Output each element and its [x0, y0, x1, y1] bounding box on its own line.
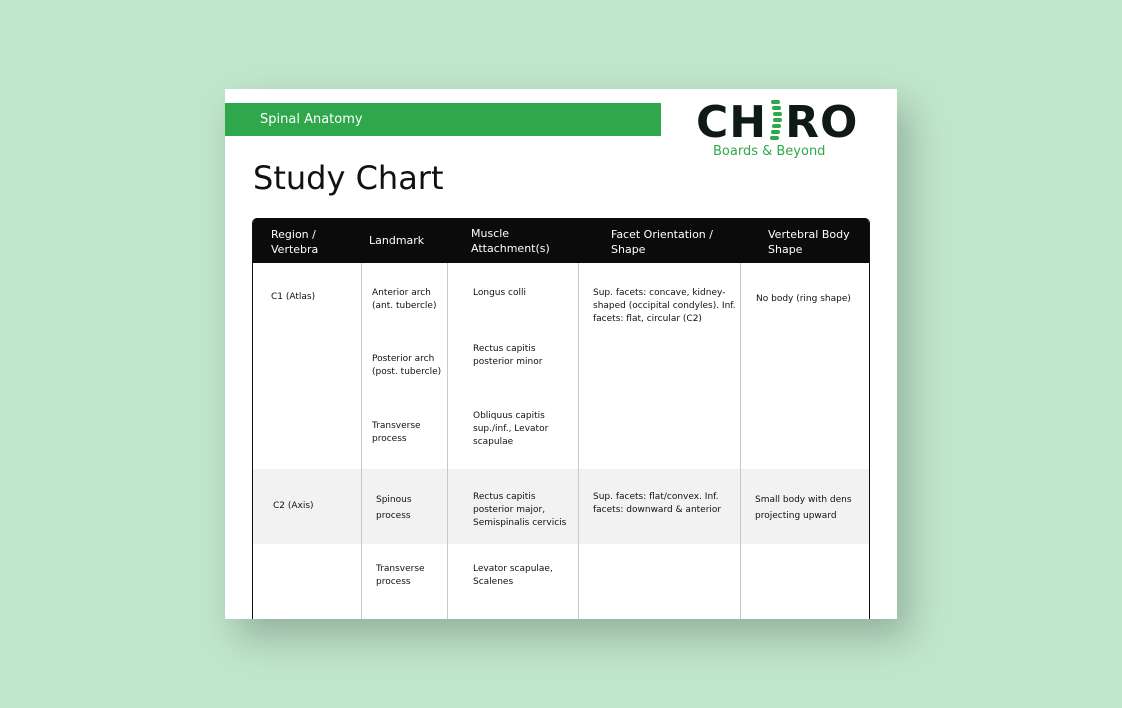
cell-body: No body (ring shape): [756, 294, 851, 304]
column-divider: [361, 263, 362, 619]
logo-wordmark: CH RO: [696, 97, 859, 148]
column-divider: [578, 263, 579, 619]
spine-icon: [768, 98, 784, 142]
cell-landmark: Transverse process: [376, 564, 425, 587]
study-chart-sheet: [225, 89, 897, 619]
page-title: Study Chart: [253, 159, 444, 197]
chiro-logo: [696, 97, 866, 163]
column-divider: [447, 263, 448, 619]
cell-region: C2 (Axis): [273, 501, 314, 511]
cell-facet: Sup. facets: concave, kidney-shaped (occipital condyles). Inf. facets: flat, circular (C2): [593, 288, 736, 324]
cell-landmark: Transverse process: [372, 421, 421, 444]
study-table: [252, 218, 870, 619]
column-divider: [740, 263, 741, 619]
cell-landmark: Posterior arch (post. tubercle): [372, 354, 442, 377]
column-header-body: Vertebral Body Shape: [768, 228, 850, 256]
cell-muscle: Rectus capitis posterior minor: [473, 344, 543, 367]
column-header-facet: Facet Orientation / Shape: [611, 228, 713, 256]
section-banner: Spinal Anatomy: [225, 103, 661, 136]
cell-landmark: Spinous process: [376, 495, 412, 521]
cell-region: C1 (Atlas): [271, 292, 316, 302]
column-header-muscle: Muscle Attachment(s): [471, 227, 550, 255]
cell-muscle: Rectus capitis posterior major, Semispinalis cervicis: [473, 492, 567, 528]
column-header-landmark: Landmark: [369, 234, 425, 247]
cell-muscle: Longus colli: [473, 288, 526, 298]
cell-body: Small body with dens projecting upward: [755, 495, 852, 521]
column-header-region: Region / Vertebra: [271, 228, 319, 256]
cell-muscle: Obliquus capitis sup./inf., Levator scapulae: [473, 411, 549, 447]
table-header: [253, 218, 869, 263]
cell-muscle: Levator scapulae, Scalenes: [473, 564, 553, 587]
cell-facet: Sup. facets: flat/convex. Inf. facets: downward & anterior: [593, 492, 722, 515]
logo-subtitle: Boards & Beyond: [713, 144, 826, 159]
cell-landmark: Anterior arch (ant. tubercle): [372, 288, 437, 311]
